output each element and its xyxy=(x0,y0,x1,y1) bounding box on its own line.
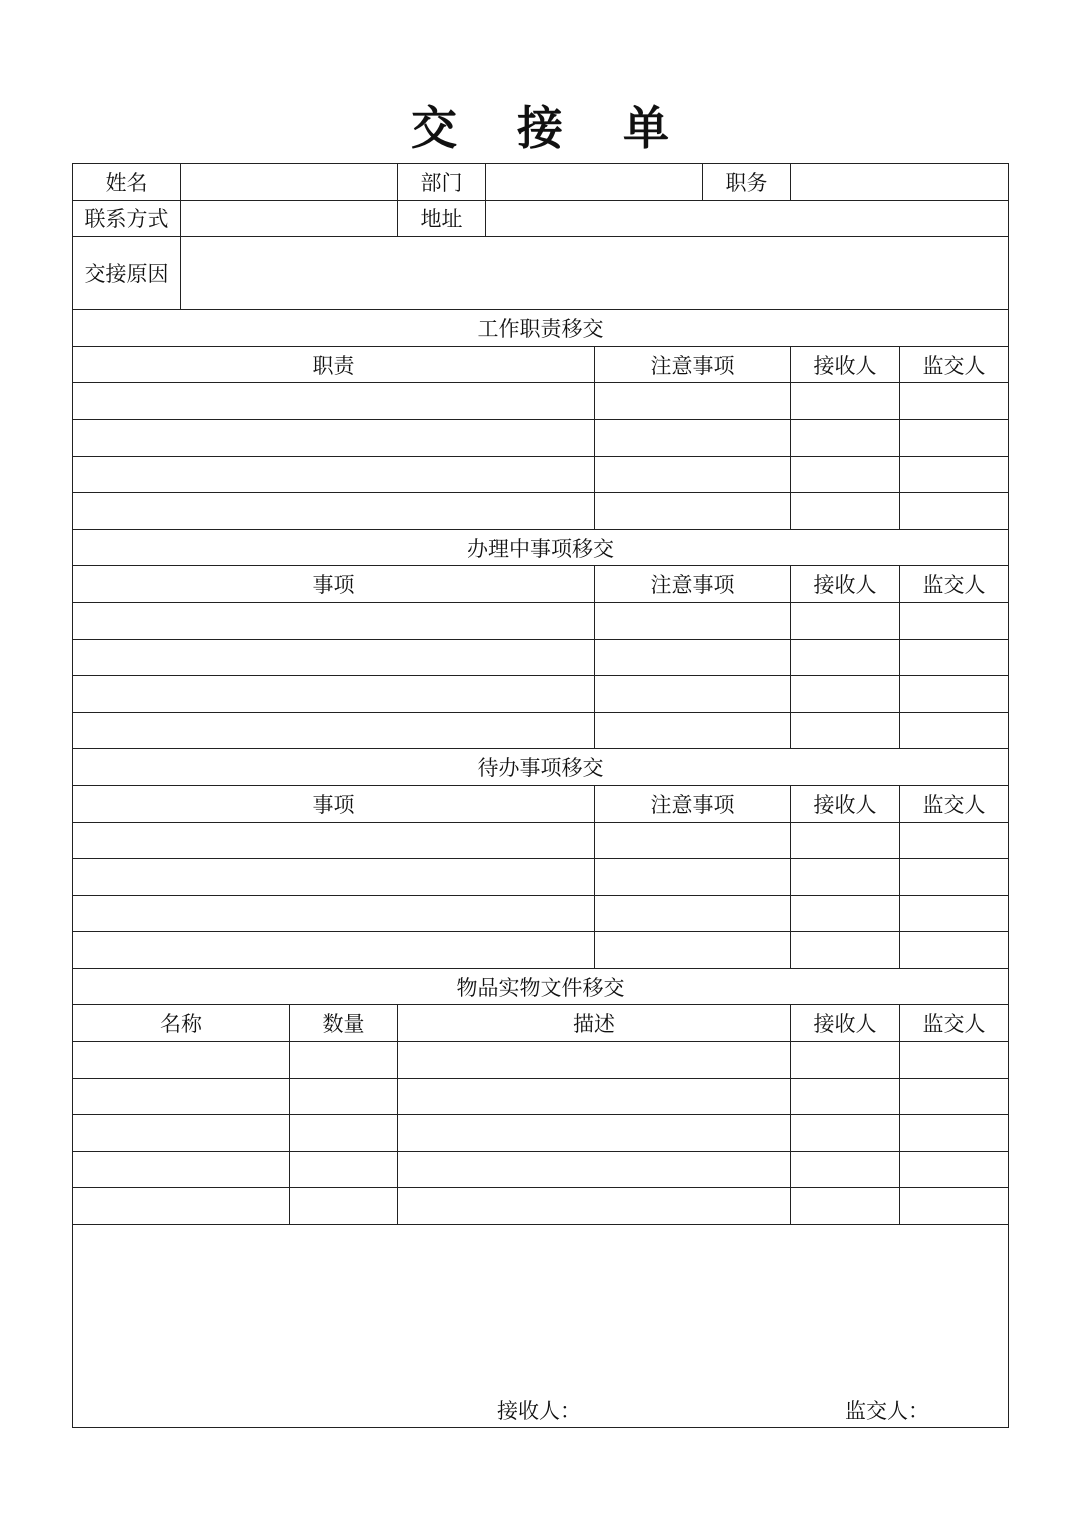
table-cell[interactable] xyxy=(900,712,1009,749)
table-cell[interactable] xyxy=(791,712,900,749)
table-cell[interactable] xyxy=(73,1115,290,1152)
table-cell[interactable] xyxy=(290,1151,398,1188)
table-cell[interactable] xyxy=(791,932,900,969)
table-cell[interactable] xyxy=(73,383,595,420)
table-row xyxy=(73,493,1009,530)
page-title: 交 接 单 xyxy=(410,101,692,155)
table-cell[interactable] xyxy=(900,859,1009,896)
table-cell[interactable] xyxy=(900,602,1009,639)
table-cell[interactable] xyxy=(73,822,595,859)
table-cell[interactable] xyxy=(73,456,595,493)
table-cell[interactable] xyxy=(398,1078,791,1115)
table-cell[interactable] xyxy=(791,1115,900,1152)
table-row xyxy=(73,419,1009,456)
table-cell[interactable] xyxy=(900,456,1009,493)
table-cell[interactable] xyxy=(900,1115,1009,1152)
table-row xyxy=(73,1188,1009,1225)
table-cell[interactable] xyxy=(73,1078,290,1115)
address-field[interactable] xyxy=(486,200,1009,237)
table-cell[interactable] xyxy=(73,712,595,749)
table-cell[interactable] xyxy=(791,383,900,420)
position-field[interactable] xyxy=(791,164,1009,201)
table-cell[interactable] xyxy=(900,1042,1009,1079)
table-cell[interactable] xyxy=(73,932,595,969)
table-cell[interactable] xyxy=(791,1078,900,1115)
col-header-supervisor: 监交人 xyxy=(900,566,1009,603)
table-cell[interactable] xyxy=(791,895,900,932)
col-header-receiver: 接收人 xyxy=(791,785,900,822)
name-label: 姓名 xyxy=(73,164,181,201)
col-header-receiver: 接收人 xyxy=(791,566,900,603)
table-cell[interactable] xyxy=(73,895,595,932)
table-cell[interactable] xyxy=(900,1151,1009,1188)
table-cell[interactable] xyxy=(595,859,791,896)
table-cell[interactable] xyxy=(791,1042,900,1079)
receiver-signature-label: 接收人： xyxy=(497,1399,581,1424)
col-header-duty: 职责 xyxy=(73,346,595,383)
table-row xyxy=(73,1151,1009,1188)
table-row xyxy=(73,639,1009,676)
col-header-description: 描述 xyxy=(398,1005,791,1042)
col-header-receiver: 接收人 xyxy=(791,1005,900,1042)
col-header-supervisor: 监交人 xyxy=(900,1005,1009,1042)
table-cell[interactable] xyxy=(73,419,595,456)
table-row xyxy=(73,676,1009,713)
position-label: 职务 xyxy=(703,164,791,201)
table-cell[interactable] xyxy=(595,712,791,749)
table-cell[interactable] xyxy=(73,1188,290,1225)
table-cell[interactable] xyxy=(900,419,1009,456)
section-title-pending: 待办事项移交 xyxy=(73,749,1009,786)
col-header-supervisor: 监交人 xyxy=(900,346,1009,383)
table-cell[interactable] xyxy=(900,493,1009,530)
table-cell[interactable] xyxy=(398,1042,791,1079)
table-cell[interactable] xyxy=(398,1115,791,1152)
table-cell[interactable] xyxy=(900,895,1009,932)
table-cell[interactable] xyxy=(595,493,791,530)
contact-field[interactable] xyxy=(181,200,398,237)
table-row xyxy=(73,712,1009,749)
table-cell[interactable] xyxy=(595,676,791,713)
table-cell[interactable] xyxy=(73,639,595,676)
table-cell[interactable] xyxy=(791,419,900,456)
section-title-in-progress: 办理中事项移交 xyxy=(73,529,1009,566)
table-row xyxy=(73,895,1009,932)
supervisor-signature-label: 监交人： xyxy=(845,1399,929,1424)
table-cell[interactable] xyxy=(595,456,791,493)
table-cell[interactable] xyxy=(791,602,900,639)
table-cell[interactable] xyxy=(595,822,791,859)
dept-label: 部门 xyxy=(398,164,486,201)
col-header-notes: 注意事项 xyxy=(595,785,791,822)
table-cell[interactable] xyxy=(791,1151,900,1188)
col-header-supervisor: 监交人 xyxy=(900,785,1009,822)
table-row xyxy=(73,859,1009,896)
table-cell[interactable] xyxy=(900,639,1009,676)
col-header-matter: 事项 xyxy=(73,566,595,603)
table-cell[interactable] xyxy=(900,932,1009,969)
table-cell[interactable] xyxy=(900,383,1009,420)
table-cell[interactable] xyxy=(900,1188,1009,1225)
table-cell[interactable] xyxy=(73,859,595,896)
section-title-duties: 工作职责移交 xyxy=(73,310,1009,347)
table-cell[interactable] xyxy=(900,676,1009,713)
table-row xyxy=(73,456,1009,493)
table-row xyxy=(73,602,1009,639)
table-cell[interactable] xyxy=(595,602,791,639)
col-header-receiver: 接收人 xyxy=(791,346,900,383)
table-cell[interactable] xyxy=(398,1151,791,1188)
table-cell[interactable] xyxy=(290,1042,398,1079)
table-row xyxy=(73,1042,1009,1079)
table-cell[interactable] xyxy=(595,383,791,420)
dept-field[interactable] xyxy=(486,164,703,201)
table-cell[interactable] xyxy=(791,493,900,530)
section-title-items: 物品实物文件移交 xyxy=(73,968,1009,1005)
table-row xyxy=(73,822,1009,859)
table-cell[interactable] xyxy=(791,1188,900,1225)
table-cell[interactable] xyxy=(791,859,900,896)
table-cell[interactable] xyxy=(398,1188,791,1225)
name-field[interactable] xyxy=(181,164,398,201)
reason-label: 交接原因 xyxy=(73,237,181,310)
table-cell[interactable] xyxy=(595,419,791,456)
table-cell[interactable] xyxy=(290,1115,398,1152)
table-cell[interactable] xyxy=(290,1188,398,1225)
table-cell[interactable] xyxy=(791,822,900,859)
col-header-notes: 注意事项 xyxy=(595,346,791,383)
table-cell[interactable] xyxy=(73,602,595,639)
table-row xyxy=(73,383,1009,420)
table-row xyxy=(73,1115,1009,1152)
table-cell[interactable] xyxy=(595,932,791,969)
col-header-matter: 事项 xyxy=(73,785,595,822)
table-cell[interactable] xyxy=(73,1042,290,1079)
table-cell[interactable] xyxy=(595,895,791,932)
table-cell[interactable] xyxy=(73,676,595,713)
col-header-notes: 注意事项 xyxy=(595,566,791,603)
table-cell[interactable] xyxy=(73,1151,290,1188)
address-label: 地址 xyxy=(398,200,486,237)
table-cell[interactable] xyxy=(900,822,1009,859)
signature-area[interactable] xyxy=(73,1225,1009,1428)
table-cell[interactable] xyxy=(791,676,900,713)
col-header-quantity: 数量 xyxy=(290,1005,398,1042)
table-cell[interactable] xyxy=(791,456,900,493)
table-row xyxy=(73,1078,1009,1115)
table-cell[interactable] xyxy=(290,1078,398,1115)
table-cell[interactable] xyxy=(73,493,595,530)
table-cell[interactable] xyxy=(791,639,900,676)
table-cell[interactable] xyxy=(595,639,791,676)
reason-field[interactable] xyxy=(181,237,1009,310)
table-row xyxy=(73,932,1009,969)
table-cell[interactable] xyxy=(900,1078,1009,1115)
handover-form xyxy=(72,163,1009,1428)
col-header-item-name: 名称 xyxy=(73,1005,290,1042)
contact-label: 联系方式 xyxy=(73,200,181,237)
